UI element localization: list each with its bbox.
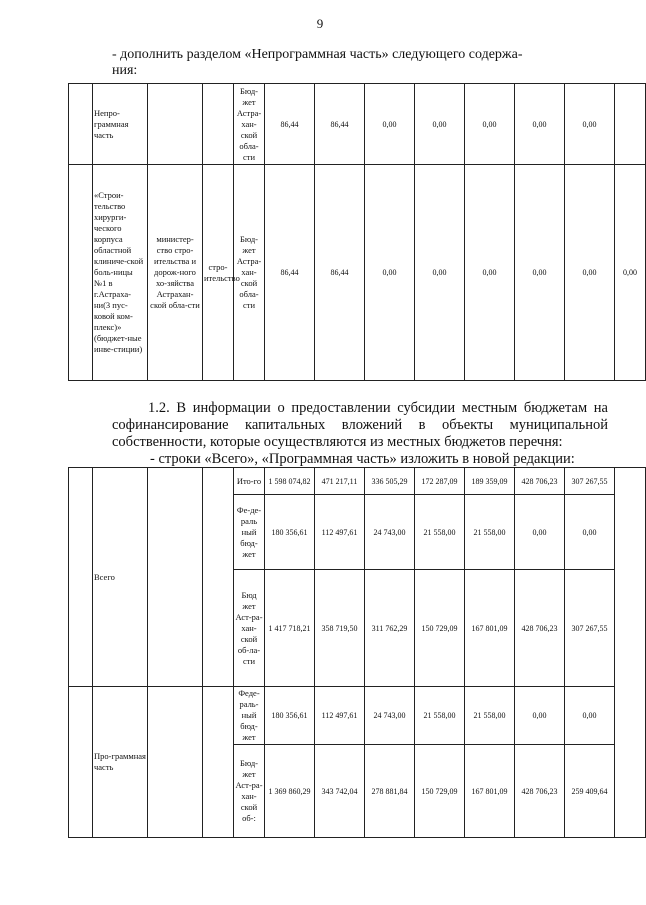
row-source: Ито-го: [234, 468, 265, 495]
value-cell: 112 497,61: [315, 687, 365, 745]
value-cell: 21 558,00: [415, 687, 465, 745]
value-cell: 0,00: [465, 165, 515, 381]
value-cell: [615, 84, 646, 165]
value-cell: 24 743,00: [365, 495, 415, 570]
value-cell: 1 598 074,82: [265, 468, 315, 495]
value-cell: 21 558,00: [465, 687, 515, 745]
group-label: Всего: [93, 468, 148, 687]
row-source: Фе-де-раль ный бюд-жет: [234, 495, 265, 570]
value-cell: 86,44: [315, 165, 365, 381]
value-cell: 358 719,50: [315, 570, 365, 687]
value-cell: 24 743,00: [365, 687, 415, 745]
table-row: [69, 468, 646, 495]
group-label: Про-граммная часть: [93, 687, 148, 838]
row-source: Бюд-жет Астра-хан-ской обла-сти: [234, 165, 265, 381]
row-type: [203, 84, 234, 165]
row-source: Бюд-жет Астра-хан-ской обла-сти: [234, 84, 265, 165]
value-cell: 112 497,61: [315, 495, 365, 570]
row-org: [148, 84, 203, 165]
value-cell: 21 558,00: [465, 495, 515, 570]
value-cell: 86,44: [265, 165, 315, 381]
row-source: Бюд жет Аст-ра-хан-ской об-ла-сти: [234, 570, 265, 687]
value-cell: 150 729,09: [415, 745, 465, 838]
non-program-table: [68, 83, 646, 381]
value-cell: 0,00: [565, 165, 615, 381]
value-cell: 428 706,23: [515, 570, 565, 687]
row-type: стро-ительство: [203, 165, 234, 381]
value-cell: 307 267,55: [565, 570, 615, 687]
value-cell: 259 409,64: [565, 745, 615, 838]
value-cell: 1 417 718,21: [265, 570, 315, 687]
value-cell: 311 762,29: [365, 570, 415, 687]
row-source: Бюд-жет Аст-ра-хан-ской об-:: [234, 745, 265, 838]
value-cell: 0,00: [515, 495, 565, 570]
section-instruction: - строки «Всего», «Программная часть» изложить в новой редакции:: [150, 451, 575, 467]
table-row: [69, 165, 646, 381]
row-name: «Строи-тельство хирурги-ческого корпуса областной клиниче-ской боль-ницы №1 в г.Астраха-ни(3 пус-ковой ком-плекс)» (бюджет-ные инве-стиции): [93, 165, 148, 381]
value-cell: 336 505,29: [365, 468, 415, 495]
value-cell: 0,00: [465, 84, 515, 165]
value-cell: 167 801,09: [465, 570, 515, 687]
value-cell: 86,44: [265, 84, 315, 165]
table-row: [69, 687, 646, 745]
value-cell: 167 801,09: [465, 745, 515, 838]
value-cell: 428 706,23: [515, 745, 565, 838]
value-cell: 150 729,09: [415, 570, 465, 687]
value-cell: 189 359,09: [465, 468, 515, 495]
intro-line-1: - дополнить разделом «Непрограммная часть» следующего содержа-: [112, 47, 523, 62]
value-cell: 172 287,09: [415, 468, 465, 495]
value-cell: 471 217,11: [315, 468, 365, 495]
row-name: Непро-граммная часть: [93, 84, 148, 165]
value-cell: 0,00: [565, 84, 615, 165]
value-cell: 1 369 860,29: [265, 745, 315, 838]
row-org: министер-ство стро-ительства и дорож-ного хо-зяйства Астрахан-ской обла-сти: [148, 165, 203, 381]
row-source: Феде-раль-ный бюд-жет: [234, 687, 265, 745]
value-cell: 278 881,84: [365, 745, 415, 838]
value-cell: 0,00: [415, 84, 465, 165]
value-cell: 343 742,04: [315, 745, 365, 838]
value-cell: 0,00: [515, 687, 565, 745]
value-cell: 21 558,00: [415, 495, 465, 570]
subsidy-table: [68, 467, 646, 838]
value-cell: 0,00: [565, 495, 615, 570]
section-paragraph: 1.2. В информации о предоставлении субсидии местным бюджетам на софинансирование капитальных вложений в объекты муниципальной собственности, которые осуществляются из местных бюджетов перечня:: [112, 400, 608, 450]
value-cell: 180 356,61: [265, 687, 315, 745]
value-cell: 0,00: [565, 687, 615, 745]
page-number: 9: [316, 16, 324, 31]
value-cell: 0,00: [415, 165, 465, 381]
section-1-2: [112, 400, 608, 468]
value-cell: 180 356,61: [265, 495, 315, 570]
value-cell: 0,00: [515, 165, 565, 381]
value-cell: 86,44: [315, 84, 365, 165]
table-row: [69, 84, 646, 165]
value-cell: 0,00: [515, 84, 565, 165]
value-cell: 428 706,23: [515, 468, 565, 495]
value-cell: 0,00: [615, 165, 646, 381]
value-cell: 0,00: [365, 165, 415, 381]
value-cell: 0,00: [365, 84, 415, 165]
intro-line-2: ния:: [112, 63, 138, 78]
value-cell: 307 267,55: [565, 468, 615, 495]
